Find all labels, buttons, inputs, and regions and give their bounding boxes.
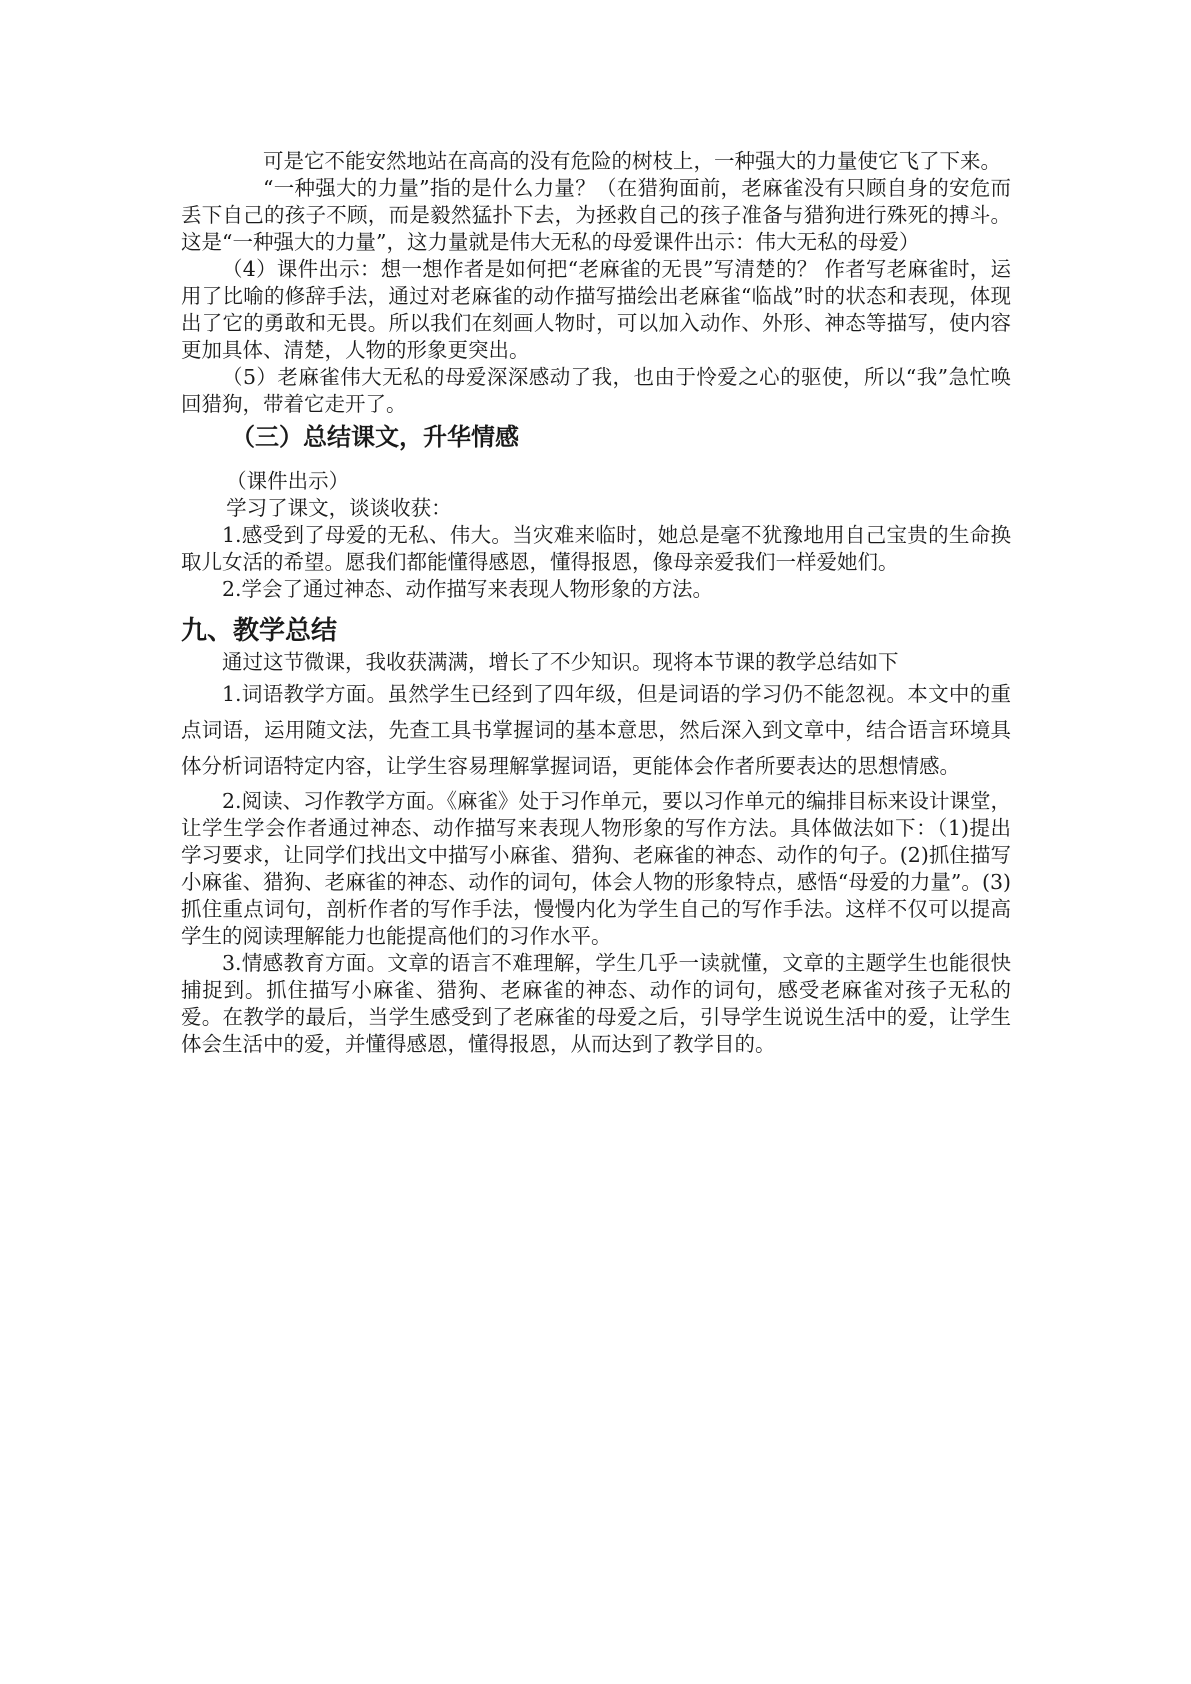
paragraph-learning-harvest: 学习了课文，谈谈收获：	[226, 496, 452, 520]
paragraph-mother-love-moved: （5）老麻雀伟大无私的母爱深深感动了我，也由于怜爱之心的驱使，所以“我”急忙唤回猎狗，带着它走开了。	[181, 365, 1011, 416]
paragraph-summary-vocabulary: 1.词语教学方面。虽然学生已经到了四年级，但是词语的学习仍不能忽视。本文中的重点词语，运用随文法，先查工具书掌握词的基本意思，然后深入到文章中，结合语言环境具体分析词语特定内容，让学生容易理解掌握词语，更能体会作者所要表达的思想情感。	[181, 682, 1011, 778]
paragraph-strong-force-question: “一种强大的力量”指的是什么力量？（在猎狗面前，老麻雀没有只顾自身的安危而丢下自己的孩子不顾，而是毅然猛扑下去，为拯救自己的孩子准备与猎狗进行殊死的搏斗。这是“一种强大的力量”，这力量就是伟大无私的母爱课件出示：伟大无私的母爱）	[181, 176, 1011, 254]
section-heading-summary: （三）总结课文，升华情感	[231, 423, 519, 451]
paragraph-summary-emotion: 3.情感教育方面。文章的语言不难理解，学生几乎一读就懂，文章的主题学生也能很快捕捉到。抓住描写小麻雀、猎狗、老麻雀的神态、动作的词句，感受老麻雀对孩子无私的爱。在教学的最后，当学生感受到了老麻雀的母爱之后，引导学生说说生活中的爱，让学生体会生活中的爱，并懂得感恩，懂得报恩，从而达到了教学目的。	[181, 951, 1011, 1056]
paragraph-summary-intro: 通过这节微课，我收获满满，增长了不少知识。现将本节课的教学总结如下	[222, 650, 899, 674]
paragraph-harvest-item-2: 2.学会了通过神态、动作描写来表现人物形象的方法。	[222, 577, 714, 601]
paragraph-summary-reading-writing: 2.阅读、习作教学方面。《麻雀》处于习作单元，要以习作单元的编排目标来设计课堂，让学生学会作者通过神态、动作描写来表现人物形象的写作方法。具体做法如下：（1)提出学习要求，让同学们找出文中描写小麻雀、猎狗、老麻雀的神态、动作的句子。(2)抓住描写小麻雀、猎狗、老麻雀的神态、动作的词句，体会人物的形象特点，感悟“母爱的力量”。(3)抓住重点词句，剖析作者的写作手法，慢慢内化为学生自己的写作手法。这样不仅可以提高学生的阅读理解能力也能提高他们的习作水平。	[181, 789, 1011, 948]
document-body	[181, 148, 1011, 1058]
paragraph-courseware-fearless: （4）课件出示：想一想作者是如何把“老麻雀的无畏”写清楚的？ 作者写老麻雀时，运用了比喻的修辞手法，通过对老麻雀的动作描写描绘出老麻雀“临战”时的状态和表现，体现出了它的勇敢和无畏。所以我们在刻画人物时，可以加入动作、外形、神态等描写，使内容更加具体、清楚，人物的形象更突出。	[181, 257, 1011, 362]
paragraph-harvest-item-1: 1.感受到了母爱的无私、伟大。当灾难来临时，她总是毫不犹豫地用自己宝贵的生命换取儿女活的希望。愿我们都能懂得感恩，懂得报恩，像母亲爱我们一样爱她们。	[181, 523, 1011, 574]
paragraph-courseware-show: （课件出示）	[226, 469, 350, 493]
paragraph-strong-force-intro: 可是它不能安然地站在高高的没有危险的树枝上，一种强大的力量使它飞了下来。	[263, 149, 1001, 173]
section-heading-teaching-summary: 九、教学总结	[181, 616, 338, 646]
